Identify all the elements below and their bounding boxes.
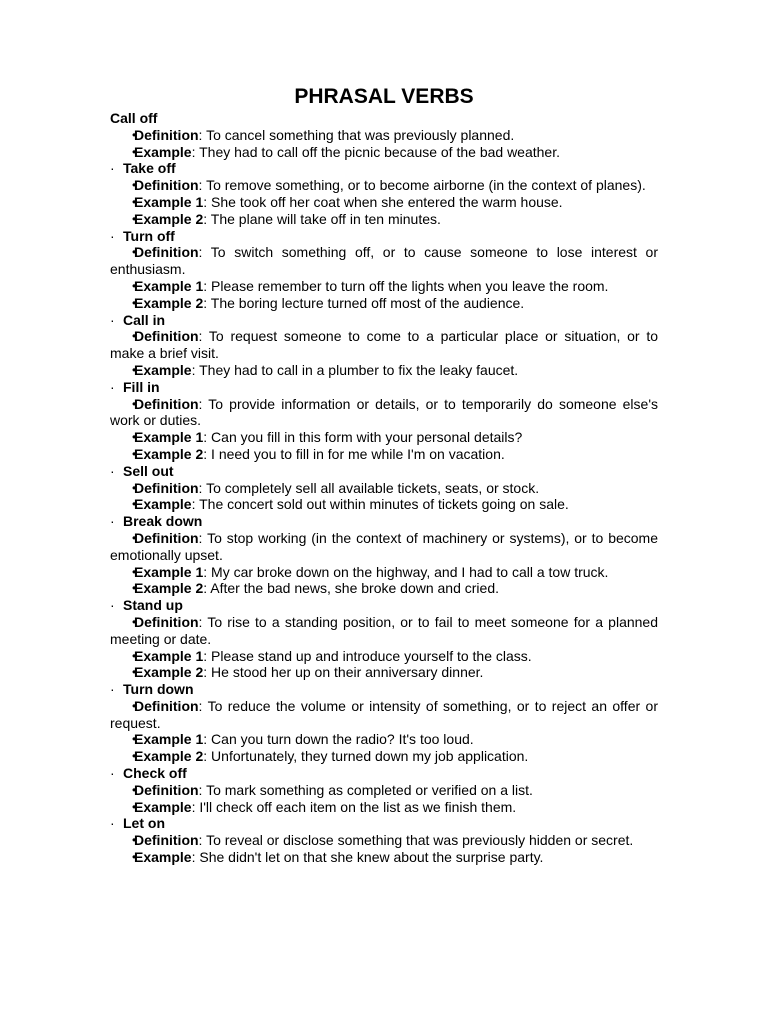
phrasal-verb-name: Take off <box>123 160 176 177</box>
phrasal-verb-heading <box>110 312 658 329</box>
phrasal-verb-heading <box>110 110 658 127</box>
phrasal-verb-entry <box>110 379 658 463</box>
item-text: : To rise to a standing position, or to fail to meet someone for a planned meeting or date. <box>110 613 658 647</box>
item-text: : Unfortunately, they turned down my job application. <box>203 748 529 765</box>
phrasal-verb-heading <box>110 597 658 614</box>
item-text: : Can you turn down the radio? It's too loud. <box>203 731 474 748</box>
item-text: : She took off her coat when she entered the warm house. <box>203 193 563 210</box>
phrasal-verb-entry <box>110 463 658 513</box>
item-label: Definition <box>134 395 199 412</box>
phrasal-verb-entry <box>110 681 658 765</box>
list-marker: · <box>110 160 115 177</box>
item-label: Definition <box>134 832 199 849</box>
item-label: Example 2 <box>134 445 204 462</box>
entry-details-list <box>110 832 658 866</box>
item-text: : Please remember to turn off the lights when you leave the room. <box>203 277 609 294</box>
phrasal-verb-heading <box>110 765 658 782</box>
entry-details-list <box>110 127 658 161</box>
page-title: PHRASAL VERBS <box>294 85 474 108</box>
phrasal-verb-name: Sell out <box>123 462 174 479</box>
phrasal-verb-name: Let on <box>123 815 165 832</box>
phrasal-verb-entry <box>110 765 658 815</box>
list-item <box>110 211 658 228</box>
item-text: : To request someone to come to a particular place or situation, or to make a brief visit. <box>110 328 658 362</box>
item-label: Example <box>134 361 192 378</box>
list-item <box>110 362 658 379</box>
phrasal-verb-entry <box>110 815 658 865</box>
phrasal-verb-list <box>110 110 658 866</box>
entry-details-list <box>110 614 658 681</box>
item-text: : To reduce the volume or intensity of something, or to reject an offer or request. <box>110 697 658 731</box>
item-label: Definition <box>134 697 199 714</box>
list-marker: · <box>110 227 115 244</box>
item-label: Example 2 <box>134 748 204 765</box>
list-item <box>110 396 658 430</box>
list-item <box>110 799 658 816</box>
list-item <box>110 177 658 194</box>
list-item <box>110 496 658 513</box>
entry-details-list <box>110 396 658 463</box>
item-text: : To switch something off, or to cause someone to lose interest or enthusiasm. <box>110 244 658 278</box>
phrasal-verb-heading <box>110 228 658 245</box>
phrasal-verb-heading <box>110 160 658 177</box>
list-marker: · <box>110 765 115 782</box>
entry-details-list <box>110 177 658 227</box>
item-text: : The concert sold out within minutes of tickets going on sale. <box>191 496 569 513</box>
list-item <box>110 194 658 211</box>
item-label: Example 1 <box>134 563 204 580</box>
phrasal-verb-heading <box>110 513 658 530</box>
list-item <box>110 564 658 581</box>
phrasal-verb-heading <box>110 681 658 698</box>
entry-details-list <box>110 244 658 311</box>
phrasal-verb-name: Stand up <box>123 597 183 614</box>
list-item <box>110 731 658 748</box>
phrasal-verb-name: Turn down <box>123 681 194 698</box>
list-item <box>110 244 658 278</box>
item-label: Example 1 <box>134 193 204 210</box>
item-text: : They had to call off the picnic because of the bad weather. <box>191 143 560 160</box>
item-label: Example 1 <box>134 277 204 294</box>
list-item <box>110 580 658 597</box>
item-label: Example 1 <box>134 647 204 664</box>
list-marker: · <box>110 597 115 614</box>
phrasal-verb-entry <box>110 228 658 312</box>
item-label: Definition <box>134 177 199 194</box>
list-item <box>110 614 658 648</box>
item-label: Definition <box>134 529 199 546</box>
item-text: : To cancel something that was previously planned. <box>198 126 515 143</box>
list-item <box>110 446 658 463</box>
list-item <box>110 748 658 765</box>
list-marker: · <box>110 513 115 530</box>
item-label: Example <box>134 496 192 513</box>
phrasal-verb-entry <box>110 110 658 160</box>
item-text: : To completely sell all available tickets, seats, or stock. <box>198 479 540 496</box>
list-item <box>110 328 658 362</box>
phrasal-verb-name: Check off <box>123 765 187 782</box>
item-label: Example <box>134 849 192 866</box>
phrasal-verb-entry <box>110 597 658 681</box>
item-label: Definition <box>134 328 199 345</box>
item-text: : To reveal or disclose something that was previously hidden or secret. <box>198 832 634 849</box>
phrasal-verb-name: Call in <box>123 311 166 328</box>
item-text: : I'll check off each item on the list as we finish them. <box>191 798 517 815</box>
list-item <box>110 530 658 564</box>
entry-details-list <box>110 328 658 378</box>
item-label: Example 2 <box>134 580 204 597</box>
item-label: Example <box>134 798 192 815</box>
phrasal-verb-name: Call off <box>110 110 158 126</box>
phrasal-verb-name: Break down <box>123 513 203 530</box>
list-item <box>110 664 658 681</box>
list-item <box>110 782 658 799</box>
item-label: Example <box>134 143 192 160</box>
phrasal-verb-name: Turn off <box>123 227 175 244</box>
item-label: Example 2 <box>134 210 204 227</box>
item-text: : Please stand up and introduce yourself to the class. <box>203 647 532 664</box>
item-text: : Can you fill in this form with your personal details? <box>203 429 523 446</box>
phrasal-verb-entry <box>110 513 658 597</box>
item-label: Definition <box>134 613 199 630</box>
phrasal-verb-entry <box>110 312 658 379</box>
list-item <box>110 832 658 849</box>
list-item <box>110 429 658 446</box>
list-item <box>110 648 658 665</box>
item-text: : He stood her up on their anniversary dinner. <box>203 664 484 681</box>
list-marker: · <box>110 462 115 479</box>
entry-details-list <box>110 530 658 597</box>
item-label: Example 2 <box>134 664 204 681</box>
item-label: Definition <box>134 479 199 496</box>
phrasal-verb-heading <box>110 815 658 832</box>
list-item <box>110 278 658 295</box>
entry-details-list <box>110 782 658 816</box>
phrasal-verb-entry <box>110 160 658 227</box>
item-text: : After the bad news, she broke down and cried. <box>203 580 500 597</box>
entry-details-list <box>110 698 658 765</box>
list-item <box>110 127 658 144</box>
item-text: : She didn't let on that she knew about the surprise party. <box>191 849 544 866</box>
list-item <box>110 480 658 497</box>
item-label: Definition <box>134 781 199 798</box>
item-text: : To stop working (in the context of machinery or systems), or to become emotionally upset. <box>110 529 658 563</box>
item-text: : To provide information or details, or to temporarily do someone else's work or duties. <box>110 395 658 429</box>
item-text: : The boring lecture turned off most of the audience. <box>203 294 525 311</box>
list-item <box>110 144 658 161</box>
phrasal-verb-name: Fill in <box>123 378 160 395</box>
entry-details-list <box>110 480 658 514</box>
item-text: : The plane will take off in ten minutes. <box>203 210 441 227</box>
item-label: Example 2 <box>134 294 204 311</box>
list-marker: · <box>110 815 115 832</box>
phrasal-verb-heading <box>110 463 658 480</box>
list-marker: · <box>110 681 115 698</box>
list-item <box>110 849 658 866</box>
item-label: Definition <box>134 126 199 143</box>
item-label: Definition <box>134 244 199 261</box>
item-text: : I need you to fill in for me while I'm on vacation. <box>203 445 505 462</box>
item-label: Example 1 <box>134 429 204 446</box>
phrasal-verb-heading <box>110 379 658 396</box>
list-item <box>110 698 658 732</box>
item-text: : To remove something, or to become airborne (in the context of planes). <box>198 177 646 194</box>
list-marker: · <box>110 311 115 328</box>
list-item <box>110 295 658 312</box>
item-text: : My car broke down on the highway, and I had to call a tow truck. <box>203 563 609 580</box>
item-text: : To mark something as completed or verified on a list. <box>198 781 533 798</box>
item-label: Example 1 <box>134 731 204 748</box>
item-text: : They had to call in a plumber to fix the leaky faucet. <box>191 361 519 378</box>
list-marker: · <box>110 378 115 395</box>
